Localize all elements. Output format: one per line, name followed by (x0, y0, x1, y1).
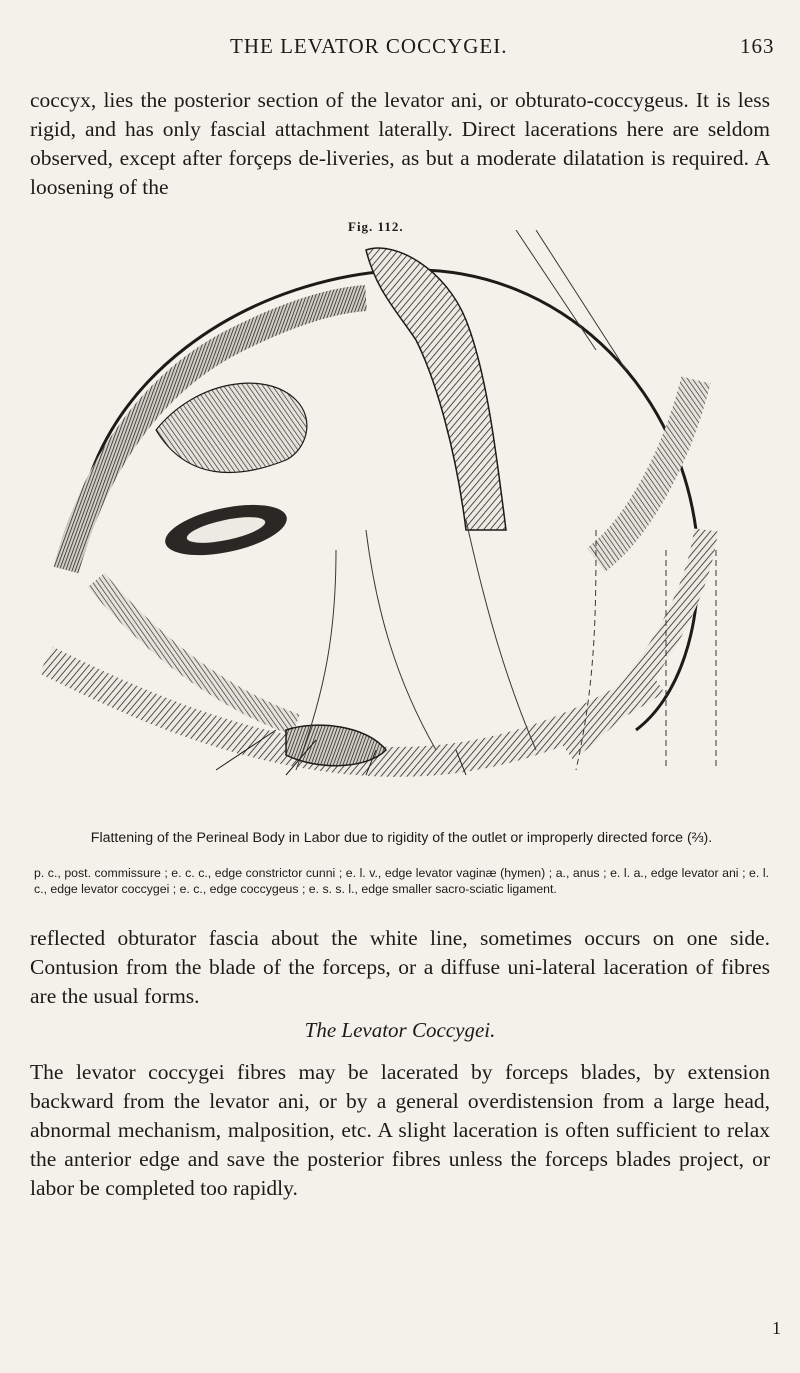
paragraph-2-text: reflected obturator fascia about the white line, sometimes occurs on one side. Contusion from the blade of the forceps, or a diffuse uni-lateral laceration of fibres are the usual forms. (30, 926, 770, 1008)
anatomical-illustration (36, 230, 756, 790)
running-header (0, 34, 800, 64)
figure-caption: Flattening of the Perineal Body in Labor due to rigidity of the outlet or improperly directed force (⅔). (90, 830, 713, 846)
figure-label: Fig. 112. (348, 219, 404, 234)
figure-legend: p. c., post. commissure ; e. c. c., edge constrictor cunni ; e. l. v., edge levator vaginæ (hymen) ; a., anus ; e. l. a., edge levator ani ; e. l. c., edge levator coccygei ; e. c., edge coccygeus ; e. s. s. l., edge smaller sacro-sciatic ligament. (34, 866, 769, 896)
page-number: 163 (740, 34, 775, 58)
paragraph-1 (30, 86, 770, 202)
paragraph-3-text: The levator coccygei fibres may be lacerated by forceps blades, by extension backward from the levator ani, or by a general overdistension from a large head, abnormal mechanism, malposition, etc. A slight laceration is often sufficient to relax the anterior edge and save the posterior fibres unless the forceps blades project, or labor be completed too rapidly. (30, 1060, 770, 1200)
paragraph-2 (30, 924, 770, 1011)
page-mark: 1 (772, 1318, 781, 1338)
section-heading: The Levator Coccygei. (304, 1018, 496, 1042)
paragraph-1-text: coccyx, lies the posterior section of the levator ani, or obturato-coccygeus. It is less rigid, and has only fascial attachment laterally. Direct lacerations here are seldom observed, except after forçeps de-liveries, as but a moderate dilatation is required. A loosening of the (30, 88, 770, 199)
running-title: THE LEVATOR COCCYGEI. (230, 34, 508, 58)
paragraph-3 (30, 1058, 770, 1203)
